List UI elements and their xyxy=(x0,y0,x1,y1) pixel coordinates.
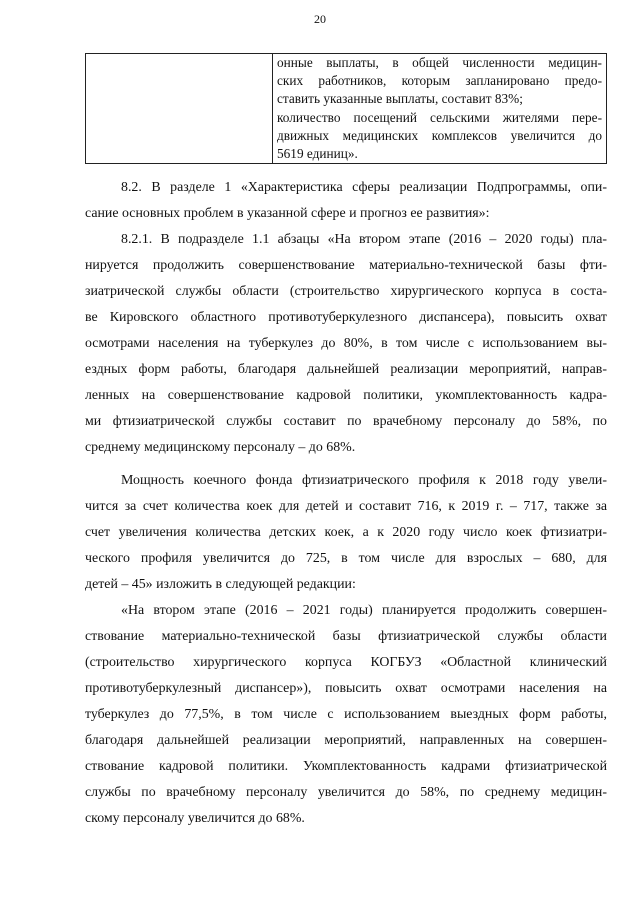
paragraph-line: чится за счет количества коек для детей и составит 716, к 2019 г. – 717, также за xyxy=(85,499,607,514)
paragraph-line: сание основных проблем в указанной сфере и прогноз ее развития»: xyxy=(85,206,490,221)
table-cell-line: онные выплаты, в общей численности медицин- xyxy=(277,55,602,70)
paragraph-line: осмотрами населения на туберкулез до 80%, в том числе с использованием вы- xyxy=(85,336,607,351)
quoted-paragraph xyxy=(85,598,607,832)
paragraph xyxy=(85,468,607,598)
paragraph-line: ве Кировского областного противотуберкулезного диспансера), повысить охват xyxy=(85,310,607,325)
paragraph-line: счет увеличения количества детских коек, а к 2020 году число коек фтизиатри- xyxy=(85,525,607,540)
paragraph-line: 8.2.1. В подразделе 1.1 абзацы «На втором этапе (2016 – 2020 годы) пла- xyxy=(121,232,607,247)
table-cell-empty xyxy=(86,54,273,164)
paragraph-line: Мощность коечного фонда фтизиатрического профиля к 2018 году увели- xyxy=(121,473,607,488)
paragraph-line: детей – 45» изложить в следующей редакции: xyxy=(85,577,356,592)
paragraph-line: ездных форм работы, благодаря дальнейшей реализации мероприятий, направ- xyxy=(85,362,607,377)
table-cell-line: ских работников, которым запланировано предо- xyxy=(277,73,602,89)
table-cell-line: движных медицинских комплексов увеличится до xyxy=(277,127,602,143)
paragraph-line: 8.2. В разделе 1 «Характеристика сферы реализации Подпрограммы, опи- xyxy=(121,180,607,195)
paragraph-line: нируется продолжить совершенствование материально-технической базы фти- xyxy=(85,258,607,273)
paragraph-line: ческого профиля увеличится до 725, в том числе для взрослых – 680, для xyxy=(85,551,607,566)
table-row xyxy=(86,54,607,164)
paragraph-line: ленных на совершенствование кадровой политики, укомплектованность кадра- xyxy=(85,388,607,403)
paragraph-line: скому персоналу увеличится до 68%. xyxy=(85,811,305,826)
table-cell-line: ставить указанные выплаты, составит 83%; xyxy=(277,91,523,107)
paragraph-line: ми фтизиатрической службы составит по врачебному персоналу до 58%, по xyxy=(85,414,607,429)
section-heading-paragraph xyxy=(85,175,607,461)
paragraph-line: ствование материально-технической базы фтизиатрической службы области xyxy=(85,629,607,644)
paragraph-line: (строительство хирургического корпуса КОГБУЗ «Областной клинический xyxy=(85,655,607,670)
paragraph-line: среднему медицинскому персоналу – до 68%. xyxy=(85,440,356,455)
paragraph-line: благодаря дальнейшей реализации мероприятий, направленных на совершен- xyxy=(85,733,607,748)
page-number: 20 xyxy=(314,12,326,26)
paragraph-line: туберкулез до 77,5%, в том числе с использованием выездных форм работы, xyxy=(85,707,607,722)
paragraph-line: ствование кадровой политики. Укомплектованность кадрами фтизиатрической xyxy=(85,759,607,774)
table-cell-line: 5619 единиц». xyxy=(277,146,358,162)
continuation-table xyxy=(85,53,607,164)
table-cell-line: количество посещений сельскими жителями пере- xyxy=(277,109,602,125)
paragraph-line: службы по врачебному персоналу увеличится до 58%, по среднему медицин- xyxy=(85,785,607,800)
paragraph-line: «На втором этапе (2016 – 2021 годы) планируется продолжить совершен- xyxy=(121,603,607,618)
paragraph-line: зиатрической службы области (строительство хирургического корпуса в соста- xyxy=(85,284,607,299)
table-cell-text xyxy=(273,54,607,164)
paragraph-line: противотуберкулезный диспансер»), повысить охват осмотрами населения на xyxy=(85,681,607,696)
